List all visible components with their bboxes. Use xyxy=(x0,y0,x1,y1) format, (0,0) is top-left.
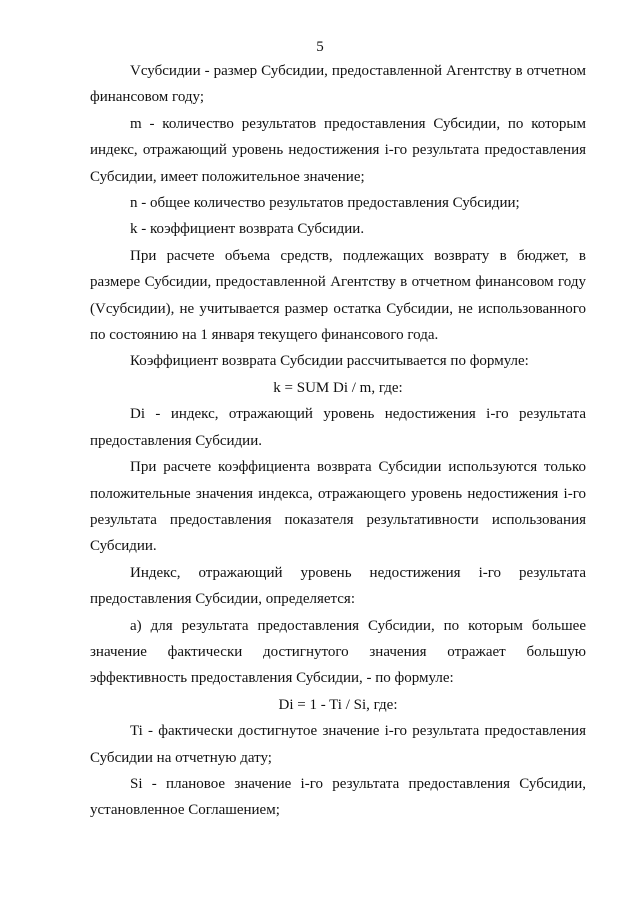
definition-di: Di - индекс, отражающий уровень недостижения i-го результата предоставления Субсидии. xyxy=(90,406,586,449)
definition-si: Si - плановое значение i-го результата предоставления Субсидии, установленное Соглашением; xyxy=(90,775,586,819)
definition-k: k - коэффициент возврата Субсидии. xyxy=(130,221,365,238)
case-a-description: а) для результата предоставления Субсидии, по которым большее значение фактически достигнутого значения отражает большую эффективность предоставления Субсидии, - по формуле: xyxy=(90,617,586,687)
definition-ti: Ti - фактически достигнутое значение i-го результата предоставления Субсидии на отчетную дату; xyxy=(90,723,586,766)
calculation-note: При расчете объема средств, подлежащих возврату в бюджет, в размере Субсидии, предоставленной Агентству в отчетном финансовом году (Vсубсидии), не учитывается размер остатка Субсидии, не использованного по состоянию на 1 января текущего финансового года. xyxy=(90,247,586,344)
definition-m: m - количество результатов предоставления Субсидии, по которым индекс, отражающий уровень недостижения i-го результата предоставления Субсидии, имеет положительное значение; xyxy=(90,115,586,185)
definition-n: n - общее количество результатов предоставления Субсидии; xyxy=(130,195,520,212)
formula-k: k = SUM Di / m, где: xyxy=(273,379,403,396)
return-coefficient-intro: Коэффициент возврата Субсидии рассчитывается по формуле: xyxy=(130,353,529,370)
definition-v-subsidy: Vсубсидии - размер Субсидии, предоставленной Агентству в отчетном финансовом году; xyxy=(90,63,586,106)
formula-di: Di = 1 - Ti / Si, где: xyxy=(278,696,398,713)
index-definition-intro: Индекс, отражающий уровень недостижения i-го результата предоставления Субсидии, определяется: xyxy=(90,564,586,608)
page-number: 5 xyxy=(316,39,324,55)
positive-values-note: При расчете коэффициента возврата Субсидии используются только положительные значения индекса, отражающего уровень недостижения i-го результата предоставления показателя результативности использования Субсидии. xyxy=(90,459,586,555)
document-body xyxy=(90,58,586,824)
